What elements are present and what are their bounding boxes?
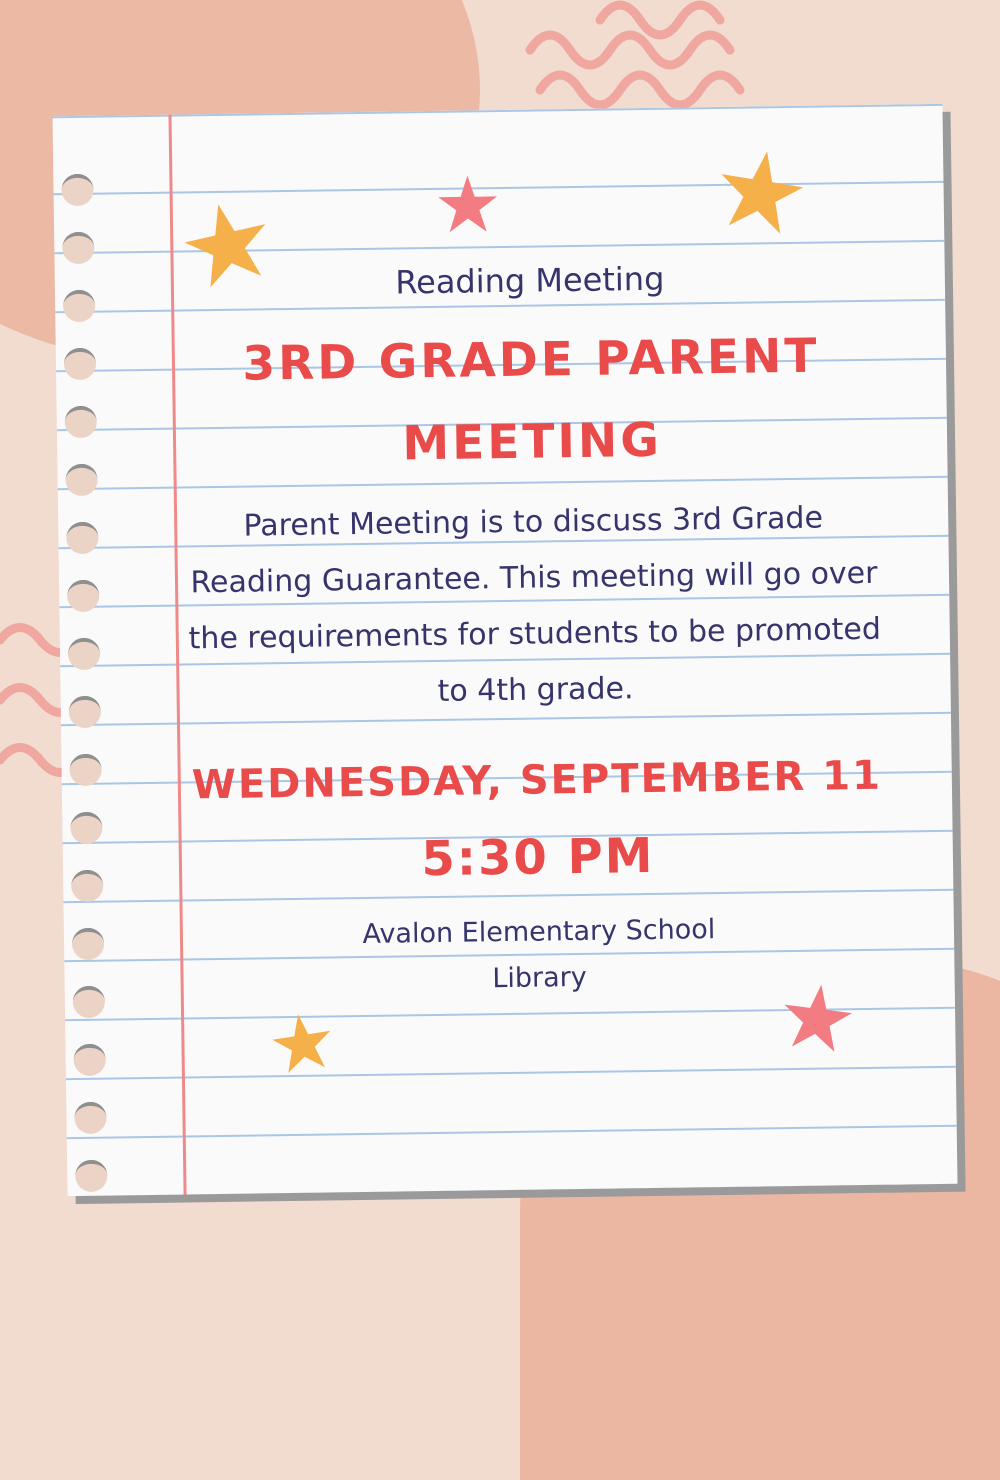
binder-hole xyxy=(65,406,97,438)
location-line-2: Library xyxy=(492,961,587,995)
binder-hole xyxy=(70,812,102,844)
binder-hole xyxy=(61,174,93,206)
binder-hole xyxy=(69,754,101,786)
binder-hole xyxy=(73,986,105,1018)
notebook-paper xyxy=(53,104,958,1196)
binder-hole xyxy=(74,1102,106,1134)
event-time: 5:30 PM xyxy=(420,827,655,888)
binder-hole xyxy=(69,696,101,728)
binder-hole xyxy=(67,580,99,612)
binder-hole xyxy=(64,348,96,380)
binder-hole xyxy=(65,464,97,496)
star-icon xyxy=(435,172,500,237)
binder-hole xyxy=(68,638,100,670)
binder-hole xyxy=(71,870,103,902)
binder-hole xyxy=(75,1160,107,1192)
paper-sheet xyxy=(53,104,958,1196)
binder-hole xyxy=(72,928,104,960)
binder-hole xyxy=(66,522,98,554)
description-text: Parent Meeting is to discuss 3rd Grade Reading Guarantee. This meeting will go over the requirements for students to be promoted to 4th grade. xyxy=(188,500,882,709)
binder-hole xyxy=(63,290,95,322)
event-location xyxy=(189,905,890,1007)
binder-hole xyxy=(73,1044,105,1076)
page-title: 3RD GRADE PARENT MEETING xyxy=(242,328,820,472)
location-line-1: Avalon Elementary School xyxy=(362,914,716,951)
binder-hole xyxy=(62,232,94,264)
kicker-text: Reading Meeting xyxy=(395,259,665,302)
star-icon xyxy=(270,1010,335,1075)
event-date: WEDNESDAY, SEPTEMBER 11 xyxy=(191,752,883,809)
star-icon xyxy=(715,146,806,237)
